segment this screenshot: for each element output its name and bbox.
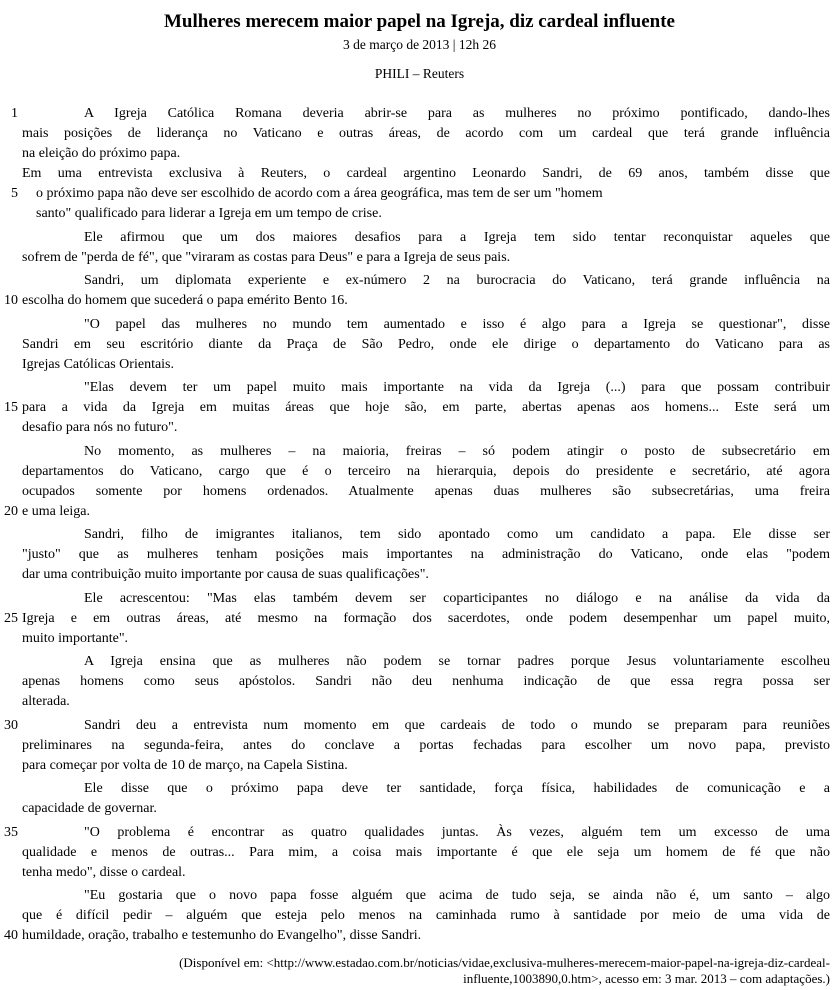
text-line xyxy=(4,716,830,736)
text-line xyxy=(22,204,830,224)
text-line xyxy=(22,315,830,335)
text-line xyxy=(22,863,830,883)
text-line xyxy=(22,248,830,268)
line-text: para começar por volta de 10 de março, na Capela Sistina. xyxy=(22,757,348,773)
text-line xyxy=(22,335,830,355)
line-number: 15 xyxy=(4,400,18,415)
text-line xyxy=(22,355,830,375)
line-text: muito importante". xyxy=(22,630,129,646)
line-text: Ele disse que o próximo papa deve ter santidade, força física, habilidades de comunicação e a xyxy=(84,781,830,796)
text-line xyxy=(22,672,830,692)
text-line xyxy=(22,629,830,649)
text-line xyxy=(22,418,830,438)
line-number: 25 xyxy=(4,610,18,626)
line-text: No momento, as mulheres – na maioria, freiras – só podem atingir o posto de subsecretário em xyxy=(84,443,830,459)
text-line xyxy=(22,124,830,144)
text-line xyxy=(4,926,830,946)
line-text: "Eu gostaria que o novo papa fosse alguém que acima de tudo seja, se ainda não é, um santo – algo xyxy=(84,888,830,903)
text-line xyxy=(4,398,830,418)
text-line xyxy=(4,502,830,522)
line-text: "justo" que as mulheres tenham posições mais importantes na administração do Vaticano, onde elas "podem xyxy=(22,547,830,562)
source-line-1: (Disponível em: <http://www.estadao.com.br/noticias/vidae,exclusiva-mulheres-merecem-maior-papel-na-igreja-diz-cardeal- xyxy=(179,955,830,970)
line-text: "Elas devem ter um papel muito mais importante na vida da Igreja (...) para que possam contribuir xyxy=(84,380,830,395)
byline: PHILI – Reuters xyxy=(374,66,465,81)
text-line xyxy=(22,378,830,398)
line-text: preliminares na segunda-feira, antes do conclave a portas fechadas para escolher um novo papa, previsto xyxy=(22,737,830,753)
text-line xyxy=(22,525,830,545)
text-line xyxy=(11,184,830,204)
line-text: departamentos do Vaticano, cargo que é o terceiro na hierarquia, depois do presidente e secretário, até agora xyxy=(22,463,830,479)
line-text: e uma leiga. xyxy=(22,503,91,519)
text-line xyxy=(22,779,830,799)
line-text: santo" qualificado para liderar a Igreja em um tempo de crise. xyxy=(36,206,382,221)
line-number: 5 xyxy=(11,186,18,201)
line-text: para a vida da Igreja em muitas áreas que hoje são, em parte, abertas apenas aos homens... Este será um xyxy=(22,400,830,415)
text-line xyxy=(22,482,830,502)
line-text: apenas homens como seus apóstolos. Sandri não deu nenhuma indicação de que essa regra possa ser xyxy=(22,674,830,689)
text-line xyxy=(4,609,830,629)
line-text: Sandri em seu escritório diante da Praça de São Pedro, onde ele dirige o departamento do Vaticano para as xyxy=(22,336,830,352)
article-body xyxy=(0,104,839,946)
line-text: tenha medo", disse o cardeal. xyxy=(22,864,186,880)
text-line xyxy=(22,736,830,756)
line-text: qualidade e menos de outras... Para mim, a coisa mais importante é que ele seja um homem de fé que não xyxy=(22,844,830,860)
line-text: que é difícil pedir – alguém que esteja pelo menos na caminhada rumo à santidade por meio de uma vida de xyxy=(22,908,830,923)
line-text: Ele acrescentou: "Mas elas também devem ser coparticipantes no diálogo e na análise da vida da xyxy=(84,590,830,606)
line-text: sofrem de "perda de fé", que "viraram as costas para Deus" e para a Igreja de seus pais. xyxy=(22,249,511,265)
line-text: "O problema é encontrar as quatro qualidades juntas. Às vezes, alguém tem um excesso de uma xyxy=(84,824,830,840)
line-text: Sandri deu a entrevista num momento em que cardeais de todo o mundo se preparam para reuniões xyxy=(84,717,830,733)
text-line xyxy=(22,462,830,482)
text-line xyxy=(22,228,830,248)
text-line xyxy=(22,589,830,609)
line-text: desafio para nós no futuro". xyxy=(22,420,178,435)
text-line xyxy=(22,144,830,164)
line-text: Ele afirmou que um dos maiores desafios para a Igreja tem sido tentar reconquistar aqueles que xyxy=(84,229,830,245)
line-number: 10 xyxy=(4,293,18,308)
line-text: alterada. xyxy=(22,694,70,709)
line-text: escolha do homem que sucederá o papa emérito Bento 16. xyxy=(22,293,348,308)
line-text: humildade, oração, trabalho e testemunho do Evangelho", disse Sandri. xyxy=(22,928,422,943)
line-text: A Igreja Católica Romana deveria abrir-se para as mulheres no próximo pontificado, dando-lhes xyxy=(84,106,830,121)
dateline: 3 de março de 2013 | 12h 26 xyxy=(342,37,497,52)
text-line xyxy=(4,823,830,843)
text-line xyxy=(22,692,830,712)
line-text: Sandri, filho de imigrantes italianos, tem sido apontado como um candidato a papa. Ele disse ser xyxy=(84,527,830,542)
page-title: Mulheres merecem maior papel na Igreja, diz cardeal influente xyxy=(164,11,675,32)
text-line xyxy=(22,652,830,672)
source-line-2: influente,1003890,0.htm>, acesso em: 3 mar. 2013 – com adaptações.) xyxy=(463,971,830,986)
line-text: "O papel das mulheres no mundo tem aumentado e isso é algo para a Igreja se questionar", disse xyxy=(84,316,830,332)
line-number: 20 xyxy=(4,503,18,519)
line-number: 1 xyxy=(11,106,18,121)
text-line xyxy=(22,545,830,565)
line-text: Em uma entrevista exclusiva à Reuters, o cardeal argentino Leonardo Sandri, de 69 anos, também disse que xyxy=(22,166,830,181)
line-number: 30 xyxy=(4,717,18,733)
text-line xyxy=(22,886,830,906)
text-line xyxy=(22,442,830,462)
text-line xyxy=(22,799,830,819)
text-line xyxy=(22,565,830,585)
line-text: Igrejas Católicas Orientais. xyxy=(22,356,175,372)
line-text: A Igreja ensina que as mulheres não podem se tornar padres porque Jesus voluntariamente escolheu xyxy=(84,654,830,669)
text-line xyxy=(22,164,830,184)
line-text: mais posições de liderança no Vaticano e outras áreas, de acordo com um cardeal que terá grande influência xyxy=(22,126,830,141)
line-number: 35 xyxy=(4,824,18,840)
text-line xyxy=(22,756,830,776)
line-text: Igreja e em outras áreas, até mesmo na formação dos sacerdotes, onde podem desempenhar um papel muito, xyxy=(22,610,830,626)
text-line xyxy=(11,104,830,124)
line-text: ocupados somente por homens ordenados. Atualmente apenas duas mulheres são subsecretárias, uma freira xyxy=(22,483,830,499)
line-number: 40 xyxy=(4,928,18,943)
line-text: o próximo papa não deve ser escolhido de acordo com a área geográfica, mas tem de ser um "homem xyxy=(36,186,603,201)
text-line xyxy=(22,906,830,926)
text-line xyxy=(4,291,830,311)
text-line xyxy=(22,271,830,291)
line-text: na eleição do próximo papa. xyxy=(22,146,181,161)
line-text: Sandri, um diplomata experiente e ex-número 2 na burocracia do Vaticano, terá grande influência na xyxy=(84,273,830,288)
line-text: capacidade de governar. xyxy=(22,801,157,816)
line-text: dar uma contribuição muito importante por causa de suas qualificações". xyxy=(22,567,429,582)
text-line xyxy=(22,843,830,863)
source-reference xyxy=(22,955,830,987)
